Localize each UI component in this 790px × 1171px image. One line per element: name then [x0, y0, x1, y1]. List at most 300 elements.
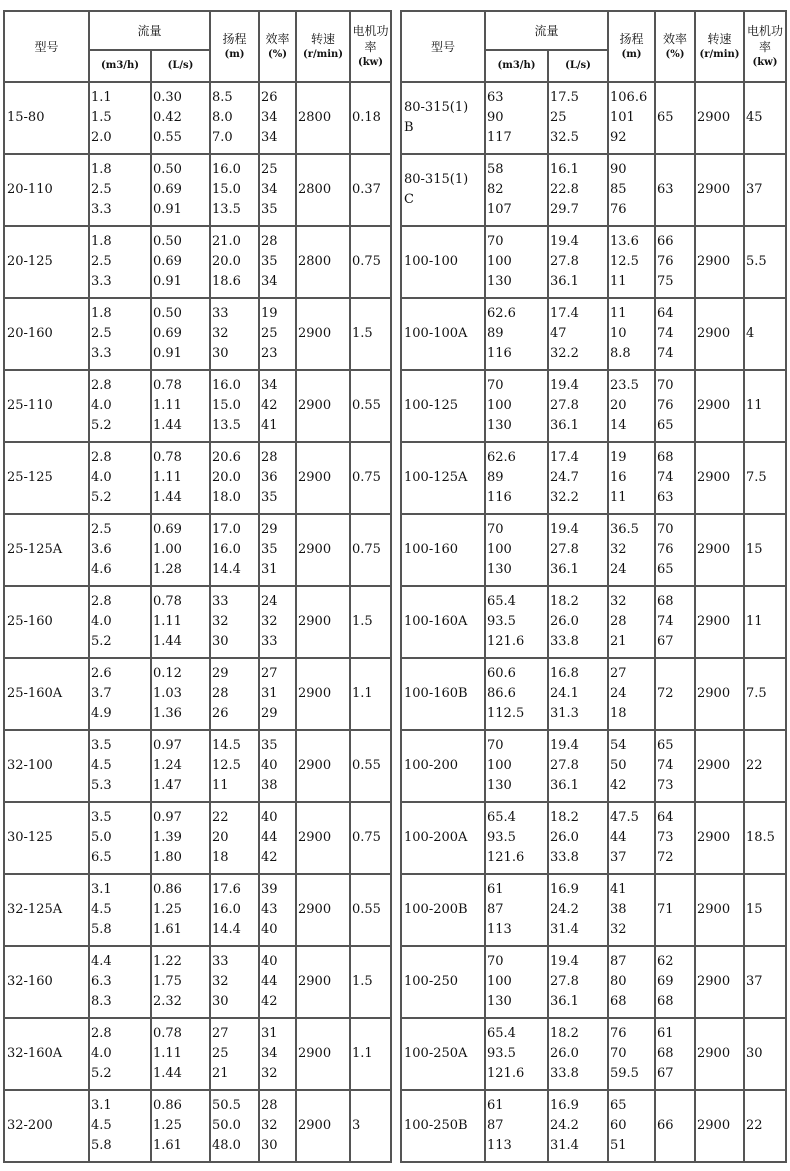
cell-value: 32 [610, 542, 627, 557]
flow-ls-cell [151, 442, 210, 514]
flow-ls-cell [151, 802, 210, 874]
cell-value: 65.4 [487, 810, 516, 825]
table-row [401, 298, 786, 370]
cell-value: 34 [261, 274, 278, 289]
cell-value: 1.47 [153, 778, 182, 793]
cell-value: 100-160A [404, 614, 468, 629]
cell-value: 32 [212, 974, 229, 989]
cell-value: 0.12 [153, 666, 182, 681]
flow-m3h-cell [485, 874, 548, 946]
head-cell [210, 154, 259, 226]
cell-value: 36.1 [550, 994, 579, 1009]
cell-value: 0.69 [153, 326, 182, 341]
cell-value: 4.5 [91, 1118, 112, 1133]
cell-value: 33 [212, 954, 229, 969]
cell-value: 26 [212, 706, 229, 721]
flow-ls-cell [151, 514, 210, 586]
cell-value: 0.91 [153, 346, 182, 361]
cell-value: 35 [261, 542, 278, 557]
cell-value: 0.78 [153, 450, 182, 465]
model-cell: 25-110 [4, 370, 89, 442]
cell-value: 14.4 [212, 922, 241, 937]
cell-value: 11 [610, 274, 627, 289]
power-cell: 7.5 [744, 442, 786, 514]
cell-value: 27.8 [550, 974, 579, 989]
cell-value: 28 [261, 1098, 278, 1113]
head-cell [210, 226, 259, 298]
cell-value: 0.97 [153, 738, 182, 753]
cell-value: 18.0 [212, 490, 241, 505]
flow-m3h-cell [89, 154, 151, 226]
cell-value: 14.5 [212, 738, 241, 753]
cell-value: 13.5 [212, 418, 241, 433]
cell-value: 100-125 [404, 398, 459, 413]
cell-value: 2.8 [91, 378, 112, 393]
model-cell: 32-100 [4, 730, 89, 802]
flow-ls-cell [151, 730, 210, 802]
cell-value: 2.8 [91, 450, 112, 465]
cell-value: 112.5 [487, 706, 525, 721]
flow-m3h-cell [485, 730, 548, 802]
eff-cell [259, 1090, 296, 1162]
table-row [401, 1090, 786, 1162]
cell-value: 5.2 [91, 634, 112, 649]
header-efficiency: 效率 (%) [259, 11, 296, 82]
cell-value: 17.5 [550, 90, 579, 105]
power-cell: 0.55 [350, 874, 391, 946]
model-cell: 20-110 [4, 154, 89, 226]
eff-cell [655, 442, 695, 514]
power-cell: 30 [744, 1018, 786, 1090]
cell-value: 6.5 [91, 850, 112, 865]
table-row [401, 1018, 786, 1090]
cell-value: 5.8 [91, 922, 112, 937]
table-row [4, 1090, 391, 1162]
cell-value: 40 [261, 810, 278, 825]
cell-value: 16.0 [212, 902, 241, 917]
model-cell [401, 1090, 485, 1162]
eff-cell [655, 226, 695, 298]
table-row [401, 370, 786, 442]
cell-value: 1.8 [91, 306, 112, 321]
cell-value: 1.61 [153, 922, 182, 937]
model-cell [401, 226, 485, 298]
power-cell: 0.75 [350, 514, 391, 586]
cell-value: 12.5 [212, 758, 241, 773]
table-row [401, 442, 786, 514]
cell-value: 2.6 [91, 666, 112, 681]
flow-ls-cell [151, 82, 210, 154]
cell-value: 43 [261, 902, 278, 917]
cell-value: 28 [261, 450, 278, 465]
cell-value: 100-100 [404, 254, 459, 269]
cell-value: 27.8 [550, 758, 579, 773]
cell-value: 3.3 [91, 274, 112, 289]
cell-value: 85 [610, 182, 627, 197]
head-cell [210, 298, 259, 370]
head-cell [608, 154, 655, 226]
head-cell [608, 514, 655, 586]
cell-value: 0.69 [153, 522, 182, 537]
eff-cell [655, 82, 695, 154]
cell-value: 20 [610, 398, 627, 413]
cell-value: 3.3 [91, 202, 112, 217]
cell-value: 18 [212, 850, 229, 865]
cell-value: 22 [212, 810, 229, 825]
cell-value: 1.5 [91, 110, 112, 125]
cell-value: 0.69 [153, 182, 182, 197]
model-cell [401, 154, 485, 226]
cell-value: 0.91 [153, 274, 182, 289]
flow-ls-cell [151, 874, 210, 946]
cell-value: 121.6 [487, 850, 525, 865]
cell-value: 80-315(1) [404, 172, 469, 187]
cell-value: 44 [261, 974, 278, 989]
cell-value: 19.4 [550, 954, 579, 969]
cell-value: 33.8 [550, 850, 579, 865]
flow-ls-cell [548, 226, 608, 298]
speed-cell: 2900 [296, 730, 350, 802]
cell-value: 27 [261, 666, 278, 681]
cell-value: 16.0 [212, 542, 241, 557]
cell-value: 100-100A [404, 326, 468, 341]
speed-cell: 2900 [296, 298, 350, 370]
flow-ls-cell [548, 154, 608, 226]
cell-value: 130 [487, 418, 512, 433]
cell-value: 100-125A [404, 470, 468, 485]
cell-value: 18.2 [550, 1026, 579, 1041]
table-row [401, 658, 786, 730]
cell-value: 70 [487, 234, 504, 249]
eff-cell [259, 874, 296, 946]
flow-m3h-cell [485, 226, 548, 298]
model-cell [401, 802, 485, 874]
cell-value: 24.2 [550, 1118, 579, 1133]
header-power: 电机功率 (kw) [744, 11, 786, 82]
head-cell [210, 586, 259, 658]
cell-value: 23.5 [610, 378, 639, 393]
model-cell: 25-125A [4, 514, 89, 586]
cell-value: 1.44 [153, 418, 182, 433]
cell-value: C [404, 192, 414, 207]
cell-value: 33.8 [550, 634, 579, 649]
cell-value: 11 [610, 306, 627, 321]
cell-value: 17.0 [212, 522, 241, 537]
flow-m3h-cell [89, 658, 151, 730]
power-cell: 0.75 [350, 802, 391, 874]
cell-value: 117 [487, 130, 512, 145]
cell-value: 24 [610, 686, 627, 701]
cell-value: 1.44 [153, 634, 182, 649]
cell-value: 10 [610, 326, 627, 341]
power-cell: 0.55 [350, 370, 391, 442]
cell-value: 1.11 [153, 398, 182, 413]
cell-value: 26.0 [550, 830, 579, 845]
model-cell: 25-125 [4, 442, 89, 514]
cell-value: 27 [212, 1026, 229, 1041]
cell-value: 62.6 [487, 450, 516, 465]
cell-value: 74 [657, 346, 674, 361]
cell-value: 42 [261, 398, 278, 413]
cell-value: 16.9 [550, 1098, 579, 1113]
cell-value: 4.0 [91, 614, 112, 629]
head-cell [608, 226, 655, 298]
table-row [4, 82, 391, 154]
cell-value: 17.4 [550, 450, 579, 465]
cell-value: 42 [261, 994, 278, 1009]
cell-value: 65 [657, 562, 674, 577]
speed-cell: 2900 [296, 514, 350, 586]
cell-value: 64 [657, 810, 674, 825]
model-cell [401, 874, 485, 946]
cell-value: 121.6 [487, 634, 525, 649]
cell-value: 16.9 [550, 882, 579, 897]
table-row [401, 802, 786, 874]
flow-m3h-cell [89, 1090, 151, 1162]
cell-value: 130 [487, 562, 512, 577]
head-cell [210, 370, 259, 442]
cell-value: 26 [261, 90, 278, 105]
eff-cell [259, 298, 296, 370]
cell-value: 87 [487, 902, 504, 917]
power-cell: 37 [744, 154, 786, 226]
cell-value: 63 [657, 182, 674, 197]
pump-spec-table-left [3, 10, 392, 1163]
cell-value: 89 [487, 470, 504, 485]
cell-value: 70 [487, 738, 504, 753]
head-cell [210, 730, 259, 802]
cell-value: 5.2 [91, 418, 112, 433]
cell-value: 40 [261, 954, 278, 969]
cell-value: 29.7 [550, 202, 579, 217]
model-cell [401, 514, 485, 586]
cell-value: 1.25 [153, 902, 182, 917]
cell-value: 41 [610, 882, 627, 897]
table-row [4, 658, 391, 730]
speed-cell: 2900 [695, 514, 744, 586]
cell-value: 70 [487, 522, 504, 537]
model-cell: 20-160 [4, 298, 89, 370]
cell-value: 2.8 [91, 594, 112, 609]
head-cell [608, 874, 655, 946]
cell-value: 18 [610, 706, 627, 721]
cell-value: 0.50 [153, 162, 182, 177]
table-row [4, 370, 391, 442]
cell-value: 34 [261, 378, 278, 393]
cell-value: 19.4 [550, 738, 579, 753]
header-power: 电机功率 (kw) [350, 11, 391, 82]
cell-value: 0.30 [153, 90, 182, 105]
cell-value: 59.5 [610, 1066, 639, 1081]
cell-value: 21.0 [212, 234, 241, 249]
cell-value: 11 [610, 490, 627, 505]
cell-value: 0.86 [153, 882, 182, 897]
header-model: 型号 [4, 11, 89, 82]
speed-cell: 2900 [296, 586, 350, 658]
flow-m3h-cell [89, 442, 151, 514]
cell-value: 31 [261, 1026, 278, 1041]
model-cell: 32-125A [4, 874, 89, 946]
flow-m3h-cell [89, 226, 151, 298]
cell-value: B [404, 120, 414, 135]
eff-cell [259, 586, 296, 658]
flow-m3h-cell [485, 1018, 548, 1090]
cell-value: 1.1 [91, 90, 112, 105]
model-cell: 25-160 [4, 586, 89, 658]
cell-value: 2.5 [91, 254, 112, 269]
pump-spec-table-right [400, 10, 787, 1163]
cell-value: 16 [610, 470, 627, 485]
header-model: 型号 [401, 11, 485, 82]
cell-value: 1.03 [153, 686, 182, 701]
model-cell: 25-160A [4, 658, 89, 730]
cell-value: 72 [657, 686, 674, 701]
eff-cell [259, 514, 296, 586]
flow-m3h-cell [485, 370, 548, 442]
cell-value: 14 [610, 418, 627, 433]
cell-value: 12.5 [610, 254, 639, 269]
cell-value: 3.5 [91, 810, 112, 825]
power-cell: 1.5 [350, 298, 391, 370]
cell-value: 32 [212, 614, 229, 629]
cell-value: 19.4 [550, 378, 579, 393]
cell-value: 32 [261, 1066, 278, 1081]
model-cell [401, 658, 485, 730]
power-cell: 0.75 [350, 226, 391, 298]
cell-value: 70 [487, 378, 504, 393]
cell-value: 121.6 [487, 1066, 525, 1081]
cell-value: 60 [610, 1118, 627, 1133]
cell-value: 30 [212, 634, 229, 649]
eff-cell [655, 658, 695, 730]
cell-value: 29 [261, 706, 278, 721]
power-cell: 5.5 [744, 226, 786, 298]
head-cell [608, 658, 655, 730]
header-flow-ls: (L/s) [151, 50, 210, 82]
cell-value: 29 [212, 666, 229, 681]
cell-value: 116 [487, 346, 512, 361]
cell-value: 8.0 [212, 110, 233, 125]
flow-ls-cell [151, 370, 210, 442]
cell-value: 100 [487, 254, 512, 269]
power-cell: 0.55 [350, 730, 391, 802]
cell-value: 1.11 [153, 1046, 182, 1061]
cell-value: 36.1 [550, 562, 579, 577]
table-row [4, 226, 391, 298]
cell-value: 68 [657, 1046, 674, 1061]
cell-value: 34 [261, 182, 278, 197]
cell-value: 26.0 [550, 614, 579, 629]
flow-m3h-cell [485, 1090, 548, 1162]
cell-value: 30 [212, 346, 229, 361]
cell-value: 32.5 [550, 130, 579, 145]
cell-value: 2.5 [91, 182, 112, 197]
head-cell [210, 658, 259, 730]
flow-ls-cell [151, 586, 210, 658]
cell-value: 26.0 [550, 1046, 579, 1061]
flow-m3h-cell [89, 874, 151, 946]
header-speed: 转速 (r/min) [296, 11, 350, 82]
cell-value: 1.11 [153, 614, 182, 629]
cell-value: 31 [261, 562, 278, 577]
cell-value: 11 [212, 778, 229, 793]
model-cell [401, 730, 485, 802]
eff-cell [655, 730, 695, 802]
cell-value: 74 [657, 614, 674, 629]
eff-cell [259, 370, 296, 442]
cell-value: 64 [657, 306, 674, 321]
head-cell [210, 874, 259, 946]
cell-value: 100-200B [404, 902, 468, 917]
cell-value: 80-315(1) [404, 100, 469, 115]
cell-value: 23 [261, 346, 278, 361]
cell-value: 62 [657, 954, 674, 969]
flow-m3h-cell [89, 514, 151, 586]
model-cell: 15-80 [4, 82, 89, 154]
power-cell: 15 [744, 514, 786, 586]
cell-value: 1.8 [91, 234, 112, 249]
speed-cell: 2900 [296, 370, 350, 442]
cell-value: 70 [487, 954, 504, 969]
cell-value: 70 [657, 378, 674, 393]
model-cell: 32-200 [4, 1090, 89, 1162]
flow-m3h-cell [485, 802, 548, 874]
cell-value: 1.24 [153, 758, 182, 773]
head-cell [210, 1090, 259, 1162]
flow-ls-cell [548, 82, 608, 154]
cell-value: 44 [610, 830, 627, 845]
cell-value: 100-160 [404, 542, 459, 557]
head-cell [608, 442, 655, 514]
cell-value: 15.0 [212, 182, 241, 197]
table-row [401, 946, 786, 1018]
cell-value: 3.6 [91, 542, 112, 557]
header-flow: 流量 [89, 11, 210, 50]
cell-value: 60.6 [487, 666, 516, 681]
cell-value: 1.22 [153, 954, 182, 969]
cell-value: 74 [657, 758, 674, 773]
cell-value: 87 [610, 954, 627, 969]
cell-value: 68 [657, 594, 674, 609]
cell-value: 100 [487, 398, 512, 413]
cell-value: 54 [610, 738, 627, 753]
flow-m3h-cell [89, 370, 151, 442]
cell-value: 33.8 [550, 1066, 579, 1081]
flow-ls-cell [548, 1090, 608, 1162]
cell-value: 13.5 [212, 202, 241, 217]
cell-value: 65 [657, 418, 674, 433]
cell-value: 32 [261, 614, 278, 629]
power-cell: 1.1 [350, 658, 391, 730]
cell-value: 16.8 [550, 666, 579, 681]
cell-value: 82 [487, 182, 504, 197]
eff-cell [259, 226, 296, 298]
flow-ls-cell [151, 658, 210, 730]
cell-value: 2.5 [91, 522, 112, 537]
cell-value: 67 [657, 634, 674, 649]
table-row [4, 298, 391, 370]
speed-cell: 2900 [695, 442, 744, 514]
power-cell: 1.1 [350, 1018, 391, 1090]
cell-value: 33 [212, 594, 229, 609]
cell-value: 101 [610, 110, 635, 125]
power-cell: 0.18 [350, 82, 391, 154]
cell-value: 70 [610, 1046, 627, 1061]
model-cell: 32-160A [4, 1018, 89, 1090]
cell-value: 87 [487, 1118, 504, 1133]
cell-value: 62.6 [487, 306, 516, 321]
head-cell [608, 730, 655, 802]
